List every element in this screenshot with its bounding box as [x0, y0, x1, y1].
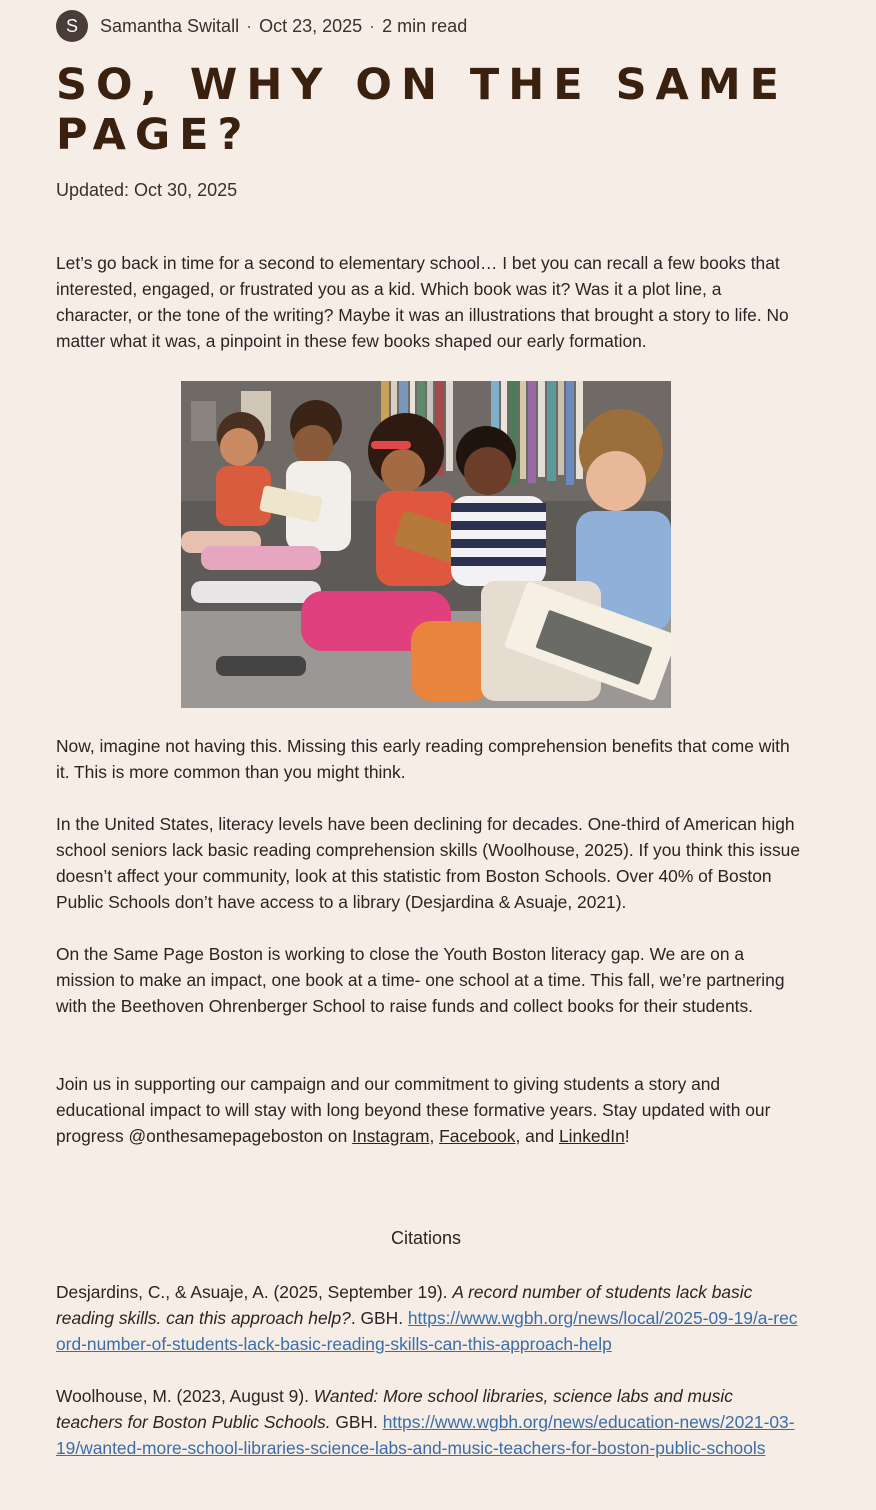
paragraph-join-us: [56, 1071, 800, 1149]
citation-source: . GBH.: [350, 1308, 408, 1328]
citation-url-link[interactable]: https://www.wgbh.org/news/local/2025-09-19/a-record-number-of-students-lack-basic-reading-skills-can-this-approach-help: [56, 1308, 798, 1354]
paragraph-imagine: Now, imagine not having this. Missing this early reading comprehension benefits that come with it. This is more common than you might think.: [56, 736, 790, 782]
citation-woolhouse: [56, 1383, 800, 1461]
photo-illustration: [181, 381, 671, 708]
comma-text: ,: [429, 1126, 440, 1146]
end-text: !: [624, 1126, 630, 1146]
citation-desjardins: [56, 1279, 800, 1357]
citation-url-link[interactable]: https://www.wgbh.org/news/education-news/2021-03-19/wanted-more-school-libraries-science-labs-and-music-teachers-for-boston-public-schools: [56, 1412, 795, 1458]
read-time: 2 min read: [382, 15, 468, 36]
instagram-link[interactable]: Instagram: [352, 1126, 430, 1146]
citation-title: Wanted: More school libraries, science labs and music teachers for Boston Public Schools.: [56, 1386, 733, 1432]
updated-date: Updated: Oct 30, 2025: [56, 180, 238, 200]
citation-authors: Woolhouse, M. (2023, August 9).: [56, 1386, 314, 1406]
post-date: Oct 23, 2025: [259, 15, 363, 36]
meta-separator: ·: [369, 15, 376, 36]
paragraph-mission: On the Same Page Boston is working to close the Youth Boston literacy gap. We are on a mission to make an impact, one book at a time- one school at a time. This fall, we’re partnering with the Beethoven Ohrenberger School to raise funds and collect books for their students.: [56, 944, 785, 1016]
post-title: SO, WHY ON THE SAME PAGE?: [56, 60, 788, 160]
meta-separator: ·: [246, 15, 253, 36]
and-text: , and: [515, 1126, 559, 1146]
citation-title: A record number of students lack basic reading skills. can this approach help?: [56, 1282, 753, 1328]
author-avatar[interactable]: S: [56, 10, 88, 42]
citation-source: GBH.: [330, 1412, 383, 1432]
join-us-text: Join us in supporting our campaign and our commitment to giving students a story and educational impact to will stay with long beyond these formative years. Stay updated with our progress @onthesamepageboston on: [56, 1074, 771, 1146]
citation-authors: Desjardins, C., & Asuaje, A. (2025, September 19).: [56, 1282, 453, 1302]
children-reading-photo: [181, 381, 671, 708]
paragraph-intro: Let’s go back in time for a second to elementary school… I bet you can recall a few books that interested, engaged, or frustrated you as a kid. Which book was it? Was it a plot line, a character, or the tone of the writing? Maybe it was an illustrations that brought a story to life. No matter what it was, a pinpoint in these few books shaped our early formation.: [56, 253, 789, 351]
post-meta: [56, 11, 467, 41]
citations-heading: Citations: [390, 1228, 462, 1248]
facebook-link[interactable]: Facebook: [439, 1126, 516, 1146]
linkedin-link[interactable]: LinkedIn: [559, 1126, 625, 1146]
author-name[interactable]: Samantha Switall: [100, 15, 240, 36]
paragraph-literacy-stats: In the United States, literacy levels have been declining for decades. One-third of American high school seniors lack basic reading comprehension skills (Woolhouse, 2025). If you think this issue doesn’t affect your community, look at this statistic from Boston Schools. Over 40% of Boston Public Schools don’t have access to a library (Desjardina & Asuaje, 2021).: [56, 814, 800, 912]
